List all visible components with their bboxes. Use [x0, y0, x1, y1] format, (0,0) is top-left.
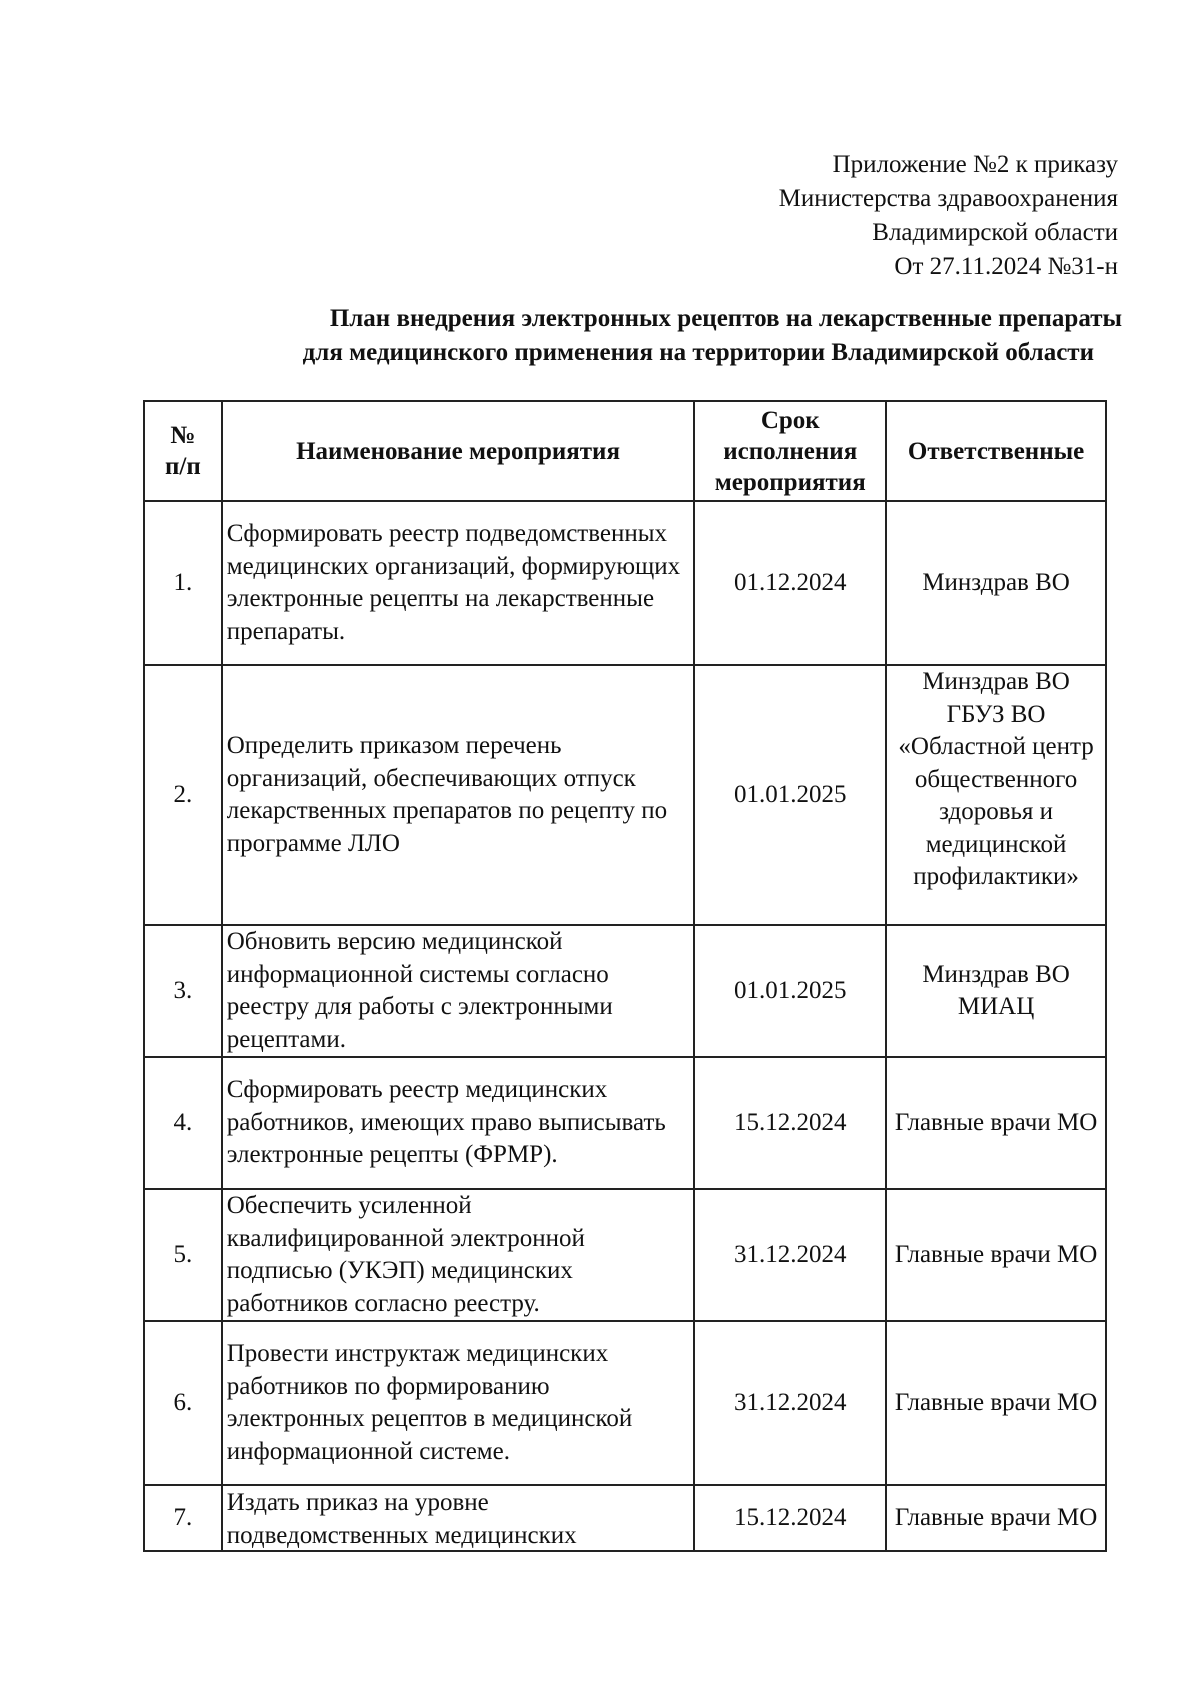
row-resp: Минздрав ВО ГБУЗ ВО «Областной центр общественного здоровья и медицинской профилактики»	[886, 665, 1106, 925]
annex-line-2: Министерства здравоохранения	[778, 185, 1118, 212]
table-row	[144, 1321, 1106, 1485]
row-num: 4.	[144, 1057, 222, 1189]
header-date	[694, 401, 886, 501]
annex-line-4: От 27.11.2024 №31-н	[894, 253, 1118, 280]
row-resp: Главные врачи МО	[886, 1057, 1106, 1189]
table-row	[144, 1057, 1106, 1189]
annex-line-1: Приложение №2 к приказу	[832, 151, 1118, 178]
header-num	[144, 401, 222, 501]
row-num: 7.	[144, 1485, 222, 1551]
row-name: Обеспечить усиленной квалифицированной электронной подписью (УКЭП) медицинских работников согласно реестру.	[222, 1189, 695, 1321]
row-name-text: Издать приказ на уровне подведомственных медицинских	[226, 1489, 577, 1549]
header-resp: Ответственные	[886, 401, 1106, 501]
row-date: 15.12.2024	[694, 1485, 886, 1551]
row-name: Сформировать реестр медицинских работников, имеющих право выписывать электронные рецепты (ФРМР).	[222, 1057, 695, 1189]
table-header-row	[144, 401, 1106, 501]
table-row	[144, 1189, 1106, 1321]
header-date-line-3: мероприятия	[714, 468, 866, 496]
title-line-2: для медицинского применения на территории Владимирской области	[302, 339, 1094, 366]
row-date: 31.12.2024	[694, 1189, 886, 1321]
table-row	[144, 665, 1106, 925]
row-date: 01.12.2024	[694, 501, 886, 665]
row-name: Провести инструктаж медицинских работников по формированию электронных рецептов в медицинской информационной системе.	[222, 1321, 695, 1485]
row-resp: Главные врачи МО	[886, 1321, 1106, 1485]
row-name	[222, 1485, 695, 1551]
row-num: 2.	[144, 665, 222, 925]
header-name: Наименование мероприятия	[222, 401, 695, 501]
header-date-line-2: исполнения	[723, 437, 858, 465]
row-date: 15.12.2024	[694, 1057, 886, 1189]
table-row	[144, 501, 1106, 665]
row-num: 5.	[144, 1189, 222, 1321]
row-resp: Минздрав ВО	[886, 501, 1106, 665]
row-resp: Главные врачи МО	[886, 1189, 1106, 1321]
row-name: Сформировать реестр подведомственных медицинских организаций, формирующих электронные рецепты на лекарственные препараты.	[222, 501, 695, 665]
annex-block	[518, 148, 1118, 284]
row-name: Определить приказом перечень организаций, обеспечивающих отпуск лекарственных препаратов по рецепту по программе ЛЛО	[222, 665, 695, 925]
row-resp: Главные врачи МО	[886, 1485, 1106, 1551]
row-date: 01.01.2025	[694, 665, 886, 925]
header-date-line-1: Срок	[760, 406, 820, 434]
table-row	[144, 925, 1106, 1057]
header-num-line-1: №	[170, 422, 196, 449]
row-date: 01.01.2025	[694, 925, 886, 1057]
row-num: 6.	[144, 1321, 222, 1485]
row-name: Обновить версию медицинской информационной системы согласно реестру для работы с электронными рецептами.	[222, 925, 695, 1057]
row-num: 1.	[144, 501, 222, 665]
row-resp: Минздрав ВО МИАЦ	[886, 925, 1106, 1057]
plan-table	[143, 400, 1107, 1552]
title-line-1: План внедрения электронных рецептов на лекарственные препараты	[329, 305, 1122, 332]
row-num: 3.	[144, 925, 222, 1057]
document-title	[140, 302, 1122, 370]
header-num-line-2: п/п	[164, 453, 201, 480]
table-row	[144, 1485, 1106, 1551]
row-date: 31.12.2024	[694, 1321, 886, 1485]
annex-line-3: Владимирской области	[872, 219, 1118, 246]
